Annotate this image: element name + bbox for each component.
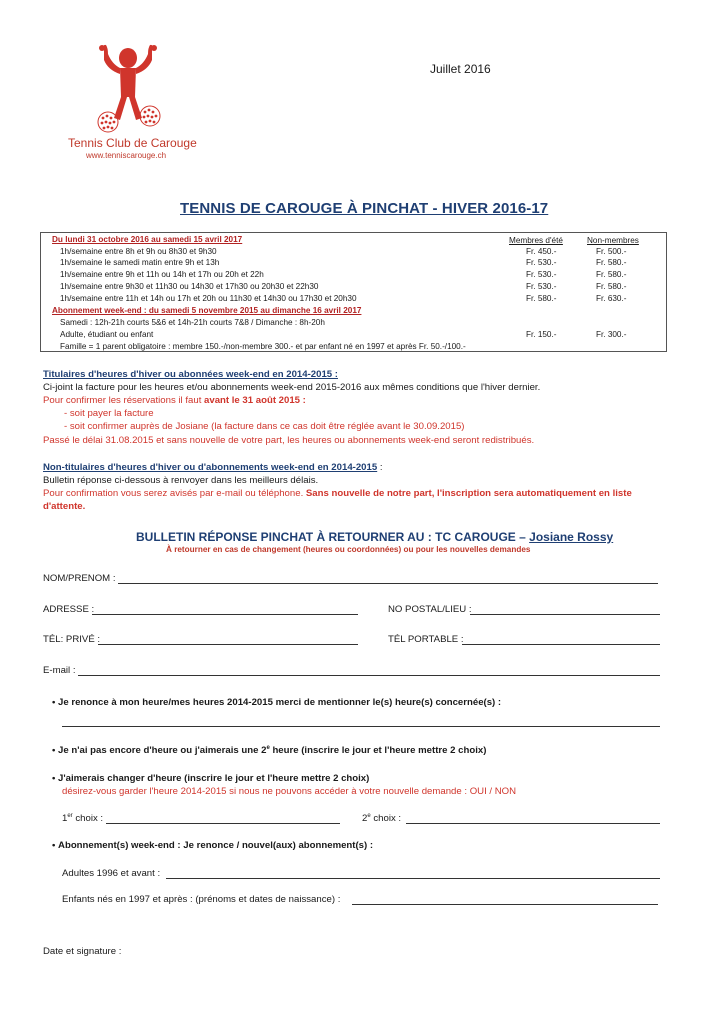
pricing-row-nonmembers: Fr. 580.- bbox=[596, 258, 627, 267]
bullet-dot-icon: • bbox=[52, 745, 56, 757]
pricing-row-label: 1h/semaine entre 11h et 14h ou 17h et 20h ou 11h30 et 14h30 ou 17h30 et 20h30 bbox=[60, 294, 357, 303]
pricing-row-label: 1h/semaine entre 9h et 11h ou 14h et 17h ou 20h et 22h bbox=[60, 270, 264, 279]
form-title-name: Josiane Rossy bbox=[529, 530, 614, 544]
bullet-new-hour-text-end: heure (inscrire le jour et l'heure mettre 2 choix) bbox=[269, 745, 487, 757]
pricing-row-nonmembers: Fr. 580.- bbox=[596, 282, 627, 291]
choice2-num: 2 bbox=[362, 813, 368, 825]
weekend-heading: Abonnement week-end : du samedi 5 novembre 2015 au dimanche 16 avril 2017 bbox=[52, 306, 362, 315]
form-title-text: BULLETIN RÉPONSE PINCHAT À RETOURNER AU : TC CAROUGE – bbox=[136, 530, 530, 544]
adults-label: Adultes 1996 et avant : bbox=[62, 868, 161, 879]
renounce-hours-field[interactable] bbox=[62, 726, 660, 727]
children-field[interactable] bbox=[352, 904, 658, 905]
choice1-text: choix : bbox=[72, 813, 104, 825]
phone-private-field[interactable] bbox=[98, 644, 358, 645]
postal-field[interactable] bbox=[470, 614, 660, 615]
pricing-row-members: Fr. 530.- bbox=[526, 282, 557, 291]
bullet-change-hour-text: J'aimerais changer d'heure (inscrire le jour et l'heure mettre 2 choix) bbox=[58, 773, 370, 784]
phone-mobile-field[interactable] bbox=[462, 644, 660, 645]
holders-line2-text: Pour confirmer les réservations il faut bbox=[43, 395, 205, 406]
pricing-row-members: Fr. 580.- bbox=[526, 294, 557, 303]
bullet-dot-icon: • bbox=[52, 840, 56, 851]
email-label: E-mail : bbox=[43, 665, 76, 676]
bullet-renounce-hours bbox=[52, 697, 501, 708]
adults-field[interactable] bbox=[166, 878, 660, 879]
pricing-row-label: 1h/semaine entre 9h30 et 11h30 ou 14h30 et 17h30 ou 20h30 et 22h30 bbox=[60, 282, 319, 291]
pricing-row-members: Fr. 450.- bbox=[526, 247, 557, 256]
pricing-row-nonmembers: Fr. 500.- bbox=[596, 247, 627, 256]
page-title: TENNIS DE CAROUGE À PINCHAT - HIVER 2016-17 bbox=[180, 200, 549, 217]
nonholders-line3-bold: d'attente. bbox=[43, 501, 86, 512]
change-hour-note: désirez-vous garder l'heure 2014-2015 si nous ne pouvons accéder à votre nouvelle demande : OUI / NON bbox=[62, 786, 517, 797]
nonholders-heading-row bbox=[43, 462, 383, 473]
choice2-label bbox=[362, 813, 401, 824]
pricing-row-label: 1h/semaine le samedi matin entre 9h et 13h bbox=[60, 258, 220, 267]
choice1-sup: er bbox=[67, 813, 73, 819]
holders-line2 bbox=[43, 395, 306, 406]
holders-item2: - soit confirmer auprès de Josiane (la facture dans ce cas doit être réglée avant le 30.09.2015) bbox=[64, 421, 465, 432]
club-logo bbox=[90, 42, 170, 137]
name-field[interactable] bbox=[118, 583, 658, 584]
holders-deadline: avant le 31 août 2015 : bbox=[204, 395, 306, 406]
pricing-row-label: 1h/semaine entre 8h et 9h ou 8h30 et 9h30 bbox=[60, 247, 217, 256]
nonholders-line2-bold: Sans nouvelle de notre part, l'inscription sera automatiquement en liste bbox=[305, 488, 632, 499]
bullet-dot-icon: • bbox=[52, 697, 56, 708]
bullet-weekend-subscription bbox=[52, 840, 373, 851]
weekend-adult-members: Fr. 150.- bbox=[526, 330, 557, 339]
bullet-new-hour-sup: e bbox=[266, 745, 270, 751]
weekend-adult-label: Adulte, étudiant ou enfant bbox=[60, 330, 154, 339]
holders-line1: Ci-joint la facture pour les heures et/ou abonnements week-end 2015-2016 aux mêmes conditions que l'hiver dernier. bbox=[43, 382, 541, 393]
holders-line3: Passé le délai 31.08.2015 et sans nouvelle de votre part, les heures ou abonnements week-end seront redistribués. bbox=[43, 435, 535, 446]
choice1-field[interactable] bbox=[106, 823, 340, 824]
weekend-adult-nonmembers: Fr. 300.- bbox=[596, 330, 627, 339]
choice1-num: 1 bbox=[62, 813, 68, 825]
pricing-period-heading: Du lundi 31 octobre 2016 au samedi 15 avril 2017 bbox=[52, 235, 243, 244]
bullet-new-hour bbox=[52, 745, 486, 756]
col-nonmembers-header: Non-membres bbox=[587, 236, 639, 245]
name-label: NOM/PRENOM : bbox=[43, 573, 116, 584]
bullet-weekend-text: Abonnement(s) week-end : Je renonce / nouvel(aux) abonnement(s) : bbox=[58, 840, 374, 851]
club-name: Tennis Club de Carouge bbox=[68, 136, 197, 150]
col-members-header: Membres d'été bbox=[509, 236, 563, 245]
postal-label: NO POSTAL/LIEU : bbox=[388, 604, 472, 615]
bullet-change-hour bbox=[52, 773, 369, 784]
nonholders-heading: Non-titulaires d'heures d'hiver ou d'abonnements week-end en 2014-2015 bbox=[43, 462, 378, 473]
document-date: Juillet 2016 bbox=[430, 62, 491, 76]
nonholders-line1: Bulletin réponse ci-dessous à renvoyer dans les meilleurs délais. bbox=[43, 475, 319, 486]
club-url: www.tenniscarouge.ch bbox=[86, 151, 167, 160]
weekend-hours: Samedi : 12h-21h courts 5&6 et 14h-21h courts 7&8 / Dimanche : 8h-20h bbox=[60, 318, 325, 327]
holders-item1: - soit payer la facture bbox=[64, 408, 154, 419]
pricing-row-members: Fr. 530.- bbox=[526, 258, 557, 267]
email-field[interactable] bbox=[78, 675, 660, 676]
form-title bbox=[136, 530, 613, 544]
pricing-row-nonmembers: Fr. 630.- bbox=[596, 294, 627, 303]
bullet-new-hour-text: Je n'ai pas encore d'heure ou j'aimerais une 2 bbox=[58, 745, 267, 757]
holders-heading: Titulaires d'heures d'hiver ou abonnées week-end en 2014-2015 : bbox=[43, 369, 338, 380]
signature-label: Date et signature : bbox=[43, 946, 122, 957]
choice1-label bbox=[62, 813, 103, 824]
bullet-renounce-text: Je renonce à mon heure/mes heures 2014-2015 merci de mentionner le(s) heure(s) concernée(s) : bbox=[58, 697, 502, 708]
form-subtitle: À retourner en cas de changement (heures ou coordonnées) ou pour les nouvelles demandes bbox=[166, 545, 531, 554]
pricing-row-nonmembers: Fr. 580.- bbox=[596, 270, 627, 279]
nonholders-line3 bbox=[43, 501, 85, 512]
family-note: Famille = 1 parent obligatoire : membre 150.-/non-membre 300.- et par enfant né en 1997 et après Fr. 50.-/100.- bbox=[60, 342, 466, 351]
choice2-field[interactable] bbox=[406, 823, 660, 824]
choice2-sup: e bbox=[367, 813, 371, 819]
nonholders-heading-suffix: : bbox=[377, 462, 383, 473]
bullet-dot-icon: • bbox=[52, 773, 56, 784]
tennis-player-logo-icon bbox=[90, 42, 170, 137]
phone-mobile-label: TÉL PORTABLE : bbox=[388, 634, 464, 645]
pricing-row-members: Fr. 530.- bbox=[526, 270, 557, 279]
choice2-text: choix : bbox=[370, 813, 402, 825]
nonholders-line2 bbox=[43, 488, 632, 499]
children-label: Enfants nés en 1997 et après : (prénoms et dates de naissance) : bbox=[62, 894, 341, 905]
nonholders-line2-text: Pour confirmation vous serez avisés par e-mail ou téléphone. bbox=[43, 488, 306, 499]
address-label: ADRESSE : bbox=[43, 604, 95, 615]
phone-private-label: TÉL: PRIVÉ : bbox=[43, 634, 101, 645]
address-field[interactable] bbox=[92, 614, 358, 615]
